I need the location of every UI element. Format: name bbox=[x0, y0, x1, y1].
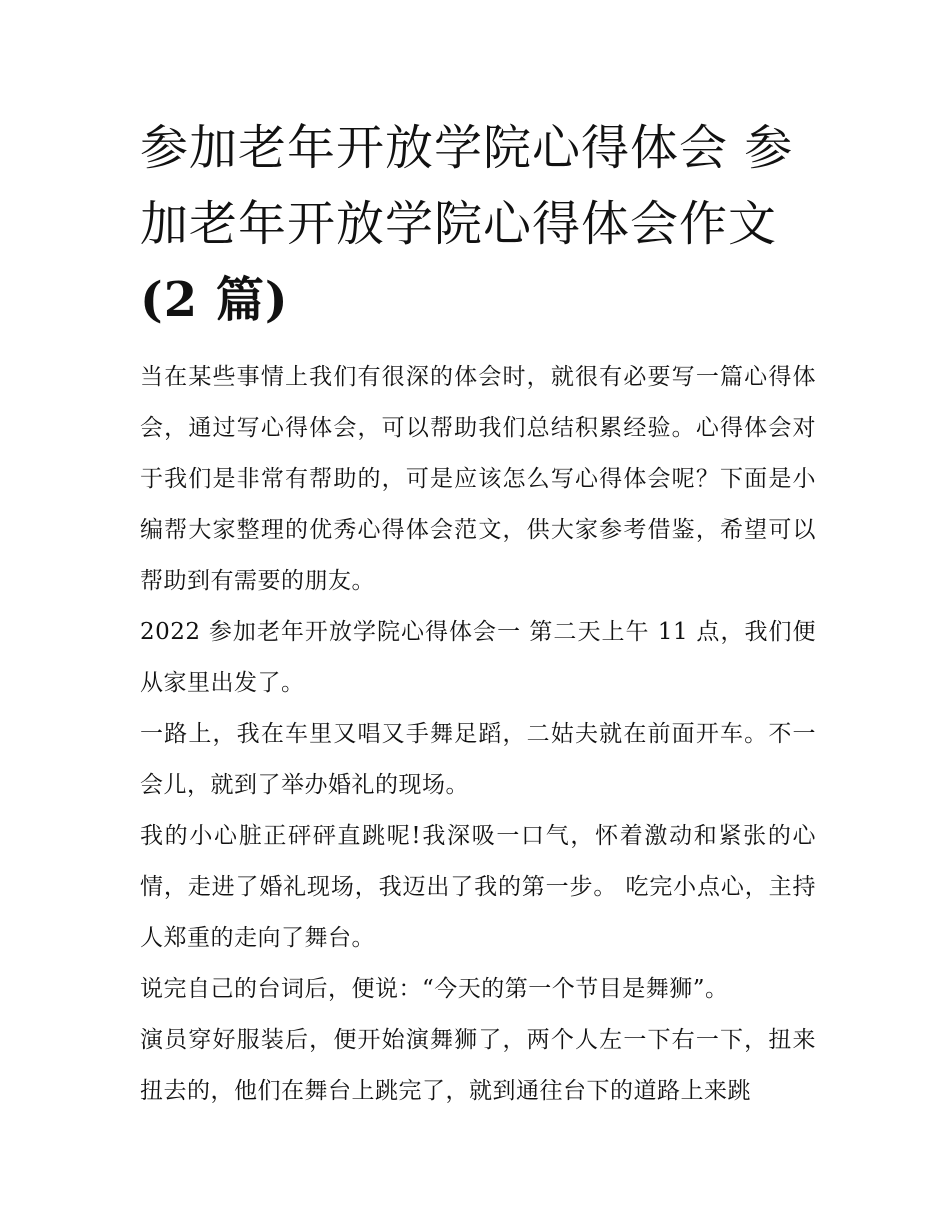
paragraph-lion-dance: 演员穿好服装后，便开始演舞狮了，两个人左一下右一下，扭来扭去的，他们在舞台上跳完了，就到通往台下的道路上来跳 bbox=[140, 1027, 816, 1104]
title-line-2: 加老年开放学院心得体会作文 bbox=[140, 196, 778, 252]
paragraph-journey: 一路上，我在车里又唱又手舞足蹈，二姑夫就在前面开车。不一会儿，就到了举办婚礼的现场。 bbox=[140, 721, 816, 798]
title-line-1: 参加老年开放学院心得体会 参 bbox=[140, 120, 794, 176]
paragraph-departure: 2022 参加老年开放学院心得体会一 第二天上午 11 点，我们便从家里出发了。 bbox=[140, 619, 816, 696]
title-line-3: (2 篇) bbox=[140, 272, 289, 328]
paragraph-arrival: 我的小心脏正砰砰直跳呢!我深吸一口气，怀着激动和紧张的心情，走进了婚礼现场，我迈出了我的第一步。 吃完小点心，主持人郑重的走向了舞台。 bbox=[140, 823, 816, 951]
paragraph-intro: 当在某些事情上我们有很深的体会时，就很有必要写一篇心得体会，通过写心得体会，可以帮助我们总结积累经验。心得体会对于我们是非常有帮助的，可是应该怎么写心得体会呢？下面是小编帮大家整理的优秀心得体会范文，供大家参考借鉴，希望可以帮助到有需要的朋友。 bbox=[140, 364, 816, 594]
document-title bbox=[140, 110, 816, 338]
document-page bbox=[140, 110, 816, 1117]
paragraph-announcement: 说完自己的台词后，便说：“今天的第一个节目是舞狮”。 bbox=[140, 976, 729, 1002]
